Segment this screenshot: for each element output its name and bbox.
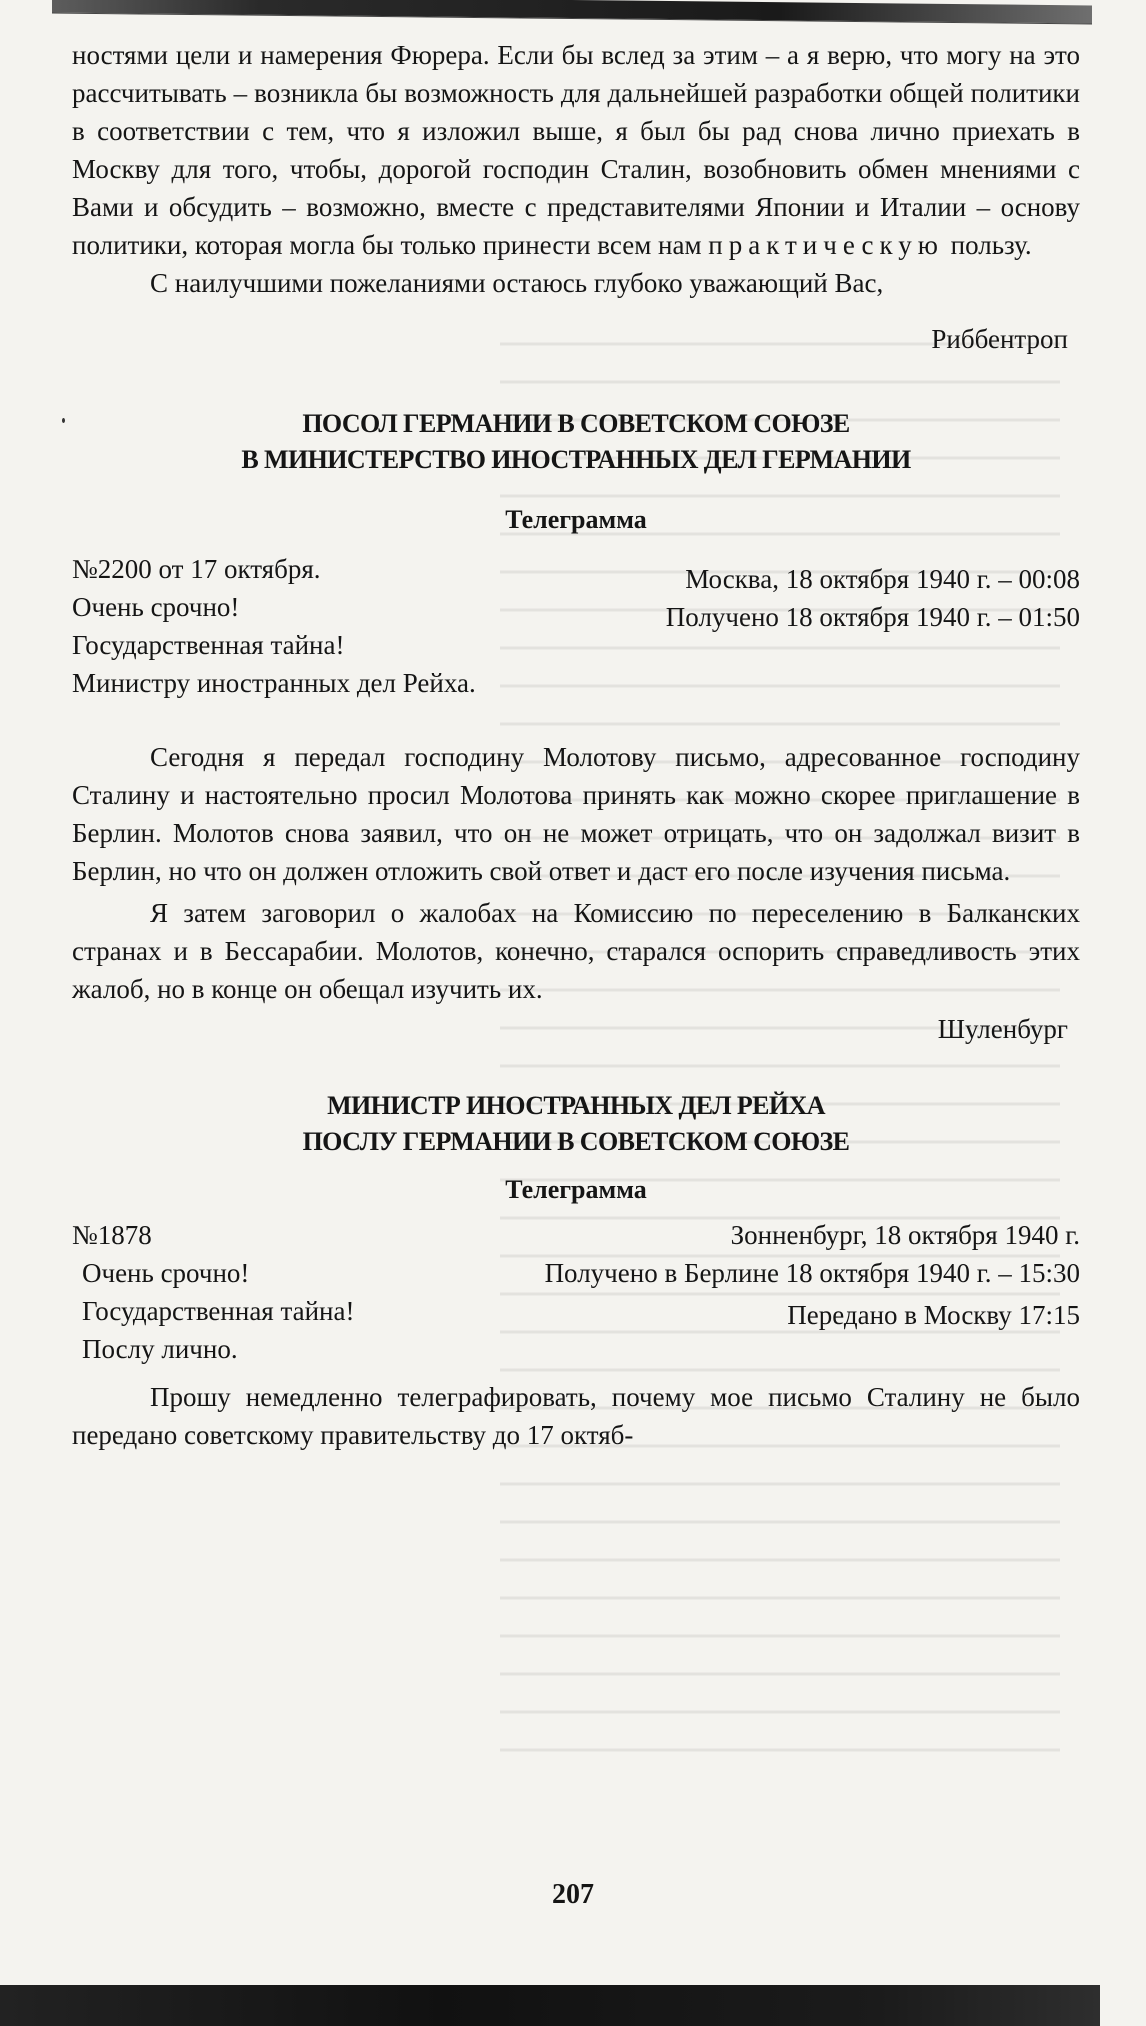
doc1-place-date: Москва, 18 октября 1940 г. – 00:08 — [685, 564, 1080, 594]
doc1-received: Получено 18 октября 1940 г. – 01:50 — [665, 602, 1080, 632]
doc1-paragraph-1: Сегодня я передал господину Молотову письмо, адресованное господину Сталину и настоятельно просил Молотова принять как можно скорее приглашение в Берлин. Молотов снова заявил, что он не может отрицать, что он задолжал визит в Берлин, но что он должен отложить свой ответ и даст его после изучения письма. — [72, 742, 1080, 886]
intro-text-end: пользу. — [950, 230, 1032, 260]
doc1-urgency: Очень срочно! — [72, 592, 240, 622]
doc2-secret: Государственная тайна! — [82, 1296, 355, 1326]
ink-speck — [62, 418, 65, 423]
signature-ribbentrop: Риббентроп — [931, 324, 1068, 354]
intro-closing: С наилучшими пожеланиями остаюсь глубоко уважающий Вас, — [150, 268, 884, 298]
doc2-personal: Послу лично. — [82, 1334, 238, 1364]
intro-paragraph — [72, 36, 1080, 264]
scan-bottom-shadow — [0, 1985, 1100, 2026]
doc1-title-line2: В МИНИСТЕРСТВО ИНОСТРАННЫХ ДЕЛ ГЕРМАНИИ — [241, 445, 911, 474]
doc1-title-line1: ПОСОЛ ГЕРМАНИИ В СОВЕТСКОМ СОЮЗЕ — [302, 409, 850, 438]
doc1-number: №2200 от 17 октября. — [72, 554, 321, 584]
page-body — [72, 36, 1080, 1454]
doc2-received: Получено в Берлине 18 октября 1940 г. – 15:30 — [544, 1258, 1080, 1288]
doc2-title-line2: ПОСЛУ ГЕРМАНИИ В СОВЕТСКОМ СОЮЗЕ — [302, 1127, 850, 1156]
doc2-place-date: Зонненбург, 18 октября 1940 г. — [730, 1220, 1080, 1250]
doc2-title-line1: МИНИСТР ИНОСТРАННЫХ ДЕЛ РЕЙХА — [327, 1091, 825, 1120]
doc1-header-right — [666, 560, 1080, 636]
doc1-recipient: Министру иностранных дел Рейха. — [72, 668, 476, 698]
intro-text: ностями цели и намерения Фюрера. Если бы вслед за этим – а я верю, что могу на это рассчитывать – возникла бы возможность для дальнейшей разработки общей политики в соответствии с тем, что я изложил выше, я был бы рад снова лично приехать в Москву для того, чтобы, дорогой господин Сталин, возобновить обмен мнениями с Вами и обсудить – возможно, вместе с представителями Японии и Италии – основу политики, которая могла бы только принести всем нам — [72, 40, 1080, 260]
doc1-secret: Государственная тайна! — [72, 630, 345, 660]
doc2-header-right — [545, 1216, 1080, 1334]
doc2-number: №1878 — [72, 1220, 152, 1250]
doc2-header — [72, 1216, 1080, 1368]
doc2-paragraph-1: Прошу немедленно телеграфировать, почему мое письмо Сталину не было передано советскому правительству до 17 октяб- — [72, 1382, 1080, 1450]
page-number: 207 — [552, 1879, 594, 1910]
doc2-sent: Передано в Москву 17:15 — [787, 1300, 1080, 1330]
doc1-paragraph-2: Я затем заговорил о жалобах на Комиссию по переселению в Балканских странах и в Бессарабии. Молотов, конечно, старался оспорить справедливость этих жалоб, но в конце он обещал изучить их. — [72, 898, 1080, 1004]
doc2-type: Телеграмма — [505, 1175, 647, 1204]
intro-spaced-word: практическую — [708, 230, 944, 260]
signature-schulenburg: Шуленбург — [937, 1014, 1068, 1044]
doc1-type: Телеграмма — [505, 505, 647, 534]
doc2-urgency: Очень срочно! — [82, 1258, 250, 1288]
doc1-header — [72, 550, 1080, 702]
